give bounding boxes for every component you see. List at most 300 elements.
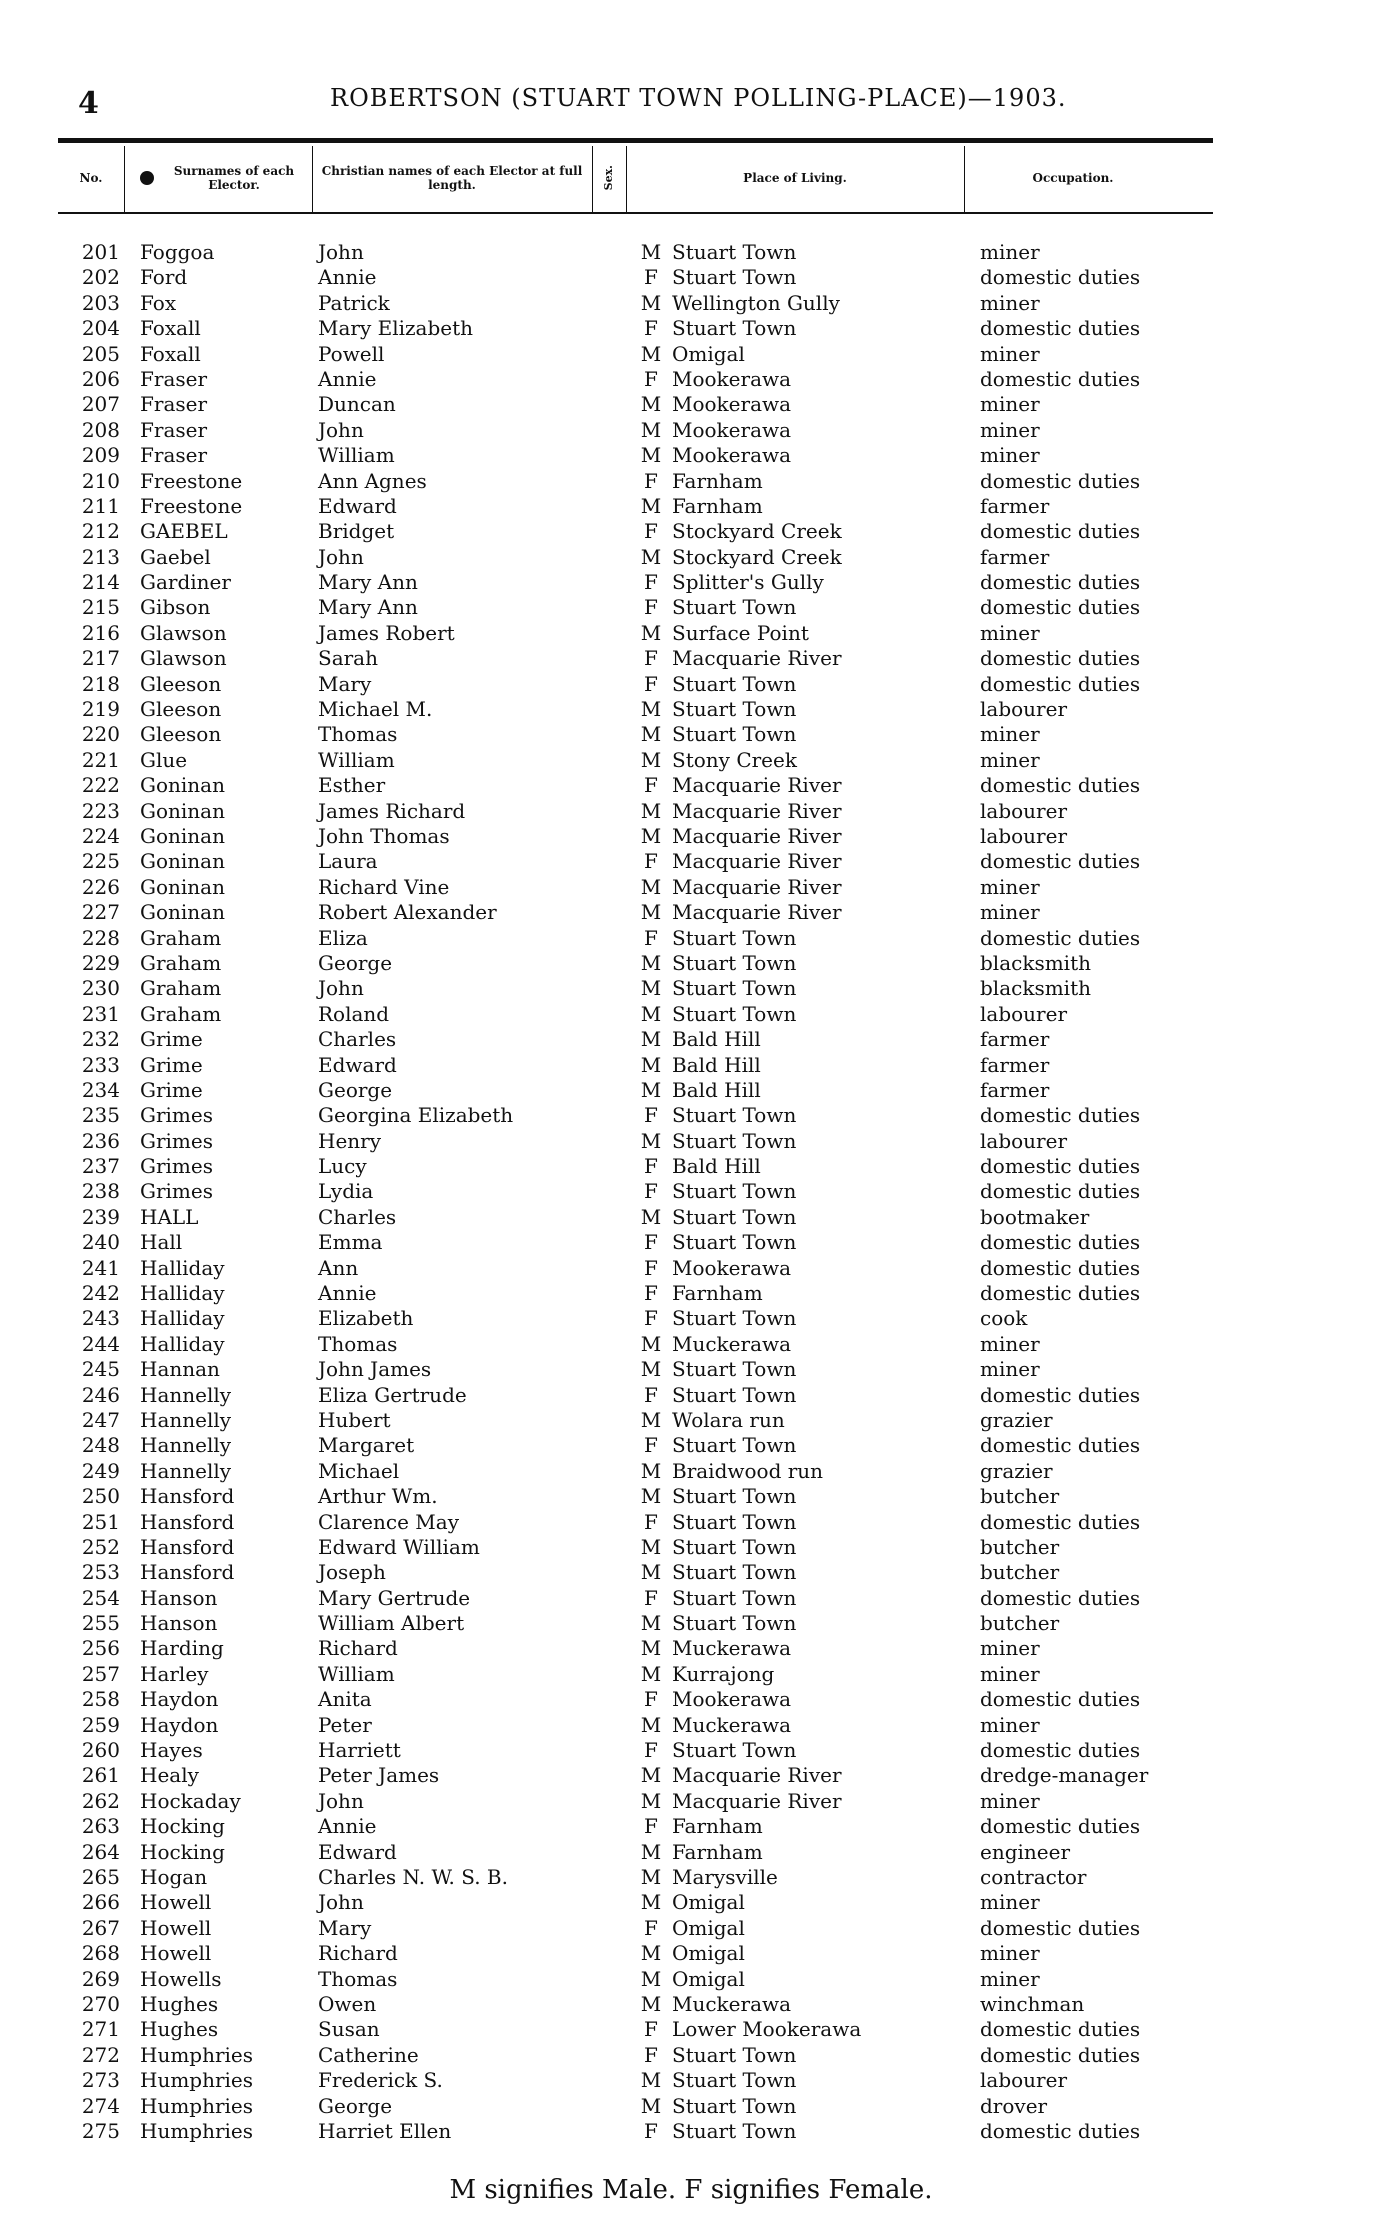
table-row bbox=[0, 240, 1382, 265]
elector-list bbox=[0, 240, 1382, 2144]
elector-occupation: contractor bbox=[980, 1865, 1087, 1889]
elector-place-of-living: Bald Hill bbox=[672, 1077, 761, 1102]
elector-occupation: grazier bbox=[980, 1407, 1053, 1432]
elector-place-of-living: Stuart Town bbox=[672, 1357, 797, 1382]
elector-occupation: domestic duties bbox=[980, 1230, 1141, 1255]
table-row bbox=[0, 697, 1382, 722]
table-row bbox=[0, 1941, 1382, 1966]
elector-sex: M bbox=[640, 1636, 662, 1661]
elector-place-of-living: Stuart Town bbox=[672, 1509, 797, 1534]
table-row bbox=[0, 1230, 1382, 1255]
elector-christian-names: Edward William bbox=[318, 1534, 480, 1559]
elector-surname: Fox bbox=[140, 290, 177, 315]
elector-place-of-living: Wolara run bbox=[672, 1407, 785, 1432]
elector-number: 264 bbox=[81, 1839, 120, 1864]
elector-place-of-living: Stuart Town bbox=[672, 1179, 797, 1204]
elector-place-of-living: Stuart Town bbox=[672, 671, 797, 696]
table-row bbox=[0, 1535, 1382, 1560]
header-rule-bottom bbox=[58, 212, 1213, 214]
elector-place-of-living: Stuart Town bbox=[672, 1204, 797, 1229]
table-row bbox=[0, 1890, 1382, 1915]
elector-number: 251 bbox=[81, 1509, 120, 1534]
elector-christian-names: Annie bbox=[318, 1814, 377, 1839]
elector-occupation: miner bbox=[980, 722, 1040, 747]
table-row bbox=[0, 595, 1382, 620]
elector-sex: M bbox=[640, 1839, 662, 1864]
elector-occupation: miner bbox=[980, 1966, 1040, 1991]
elector-christian-names: Sarah bbox=[318, 646, 378, 671]
elector-occupation: butcher bbox=[980, 1534, 1060, 1559]
elector-sex: F bbox=[644, 2017, 658, 2042]
elector-christian-names: Elizabeth bbox=[318, 1306, 414, 1331]
elector-number: 210 bbox=[81, 468, 120, 493]
column-header-sex bbox=[596, 146, 622, 210]
table-row bbox=[0, 291, 1382, 316]
elector-surname: Healy bbox=[140, 1763, 199, 1788]
elector-occupation: domestic duties bbox=[980, 570, 1141, 595]
elector-number: 273 bbox=[81, 2068, 120, 2093]
elector-number: 244 bbox=[81, 1331, 120, 1356]
elector-number: 217 bbox=[81, 646, 120, 671]
elector-place-of-living: Mookerawa bbox=[672, 392, 792, 417]
elector-surname: GAEBEL bbox=[140, 519, 228, 544]
elector-sex: M bbox=[640, 2093, 662, 2118]
elector-sex: M bbox=[640, 1865, 662, 1889]
elector-number: 216 bbox=[81, 620, 120, 645]
elector-sex: F bbox=[644, 570, 658, 595]
elector-sex: M bbox=[640, 900, 662, 925]
elector-christian-names: John bbox=[318, 1890, 364, 1915]
elector-sex: M bbox=[640, 1788, 662, 1813]
elector-surname: Humphries bbox=[140, 2093, 254, 2118]
table-row bbox=[0, 1484, 1382, 1509]
elector-place-of-living: Stuart Town bbox=[672, 697, 797, 722]
column-header-no: No. bbox=[79, 171, 103, 185]
elector-number: 232 bbox=[81, 1027, 120, 1052]
elector-surname: Grime bbox=[140, 1077, 203, 1102]
elector-sex: F bbox=[644, 2042, 658, 2067]
elector-place-of-living: Omigal bbox=[672, 1890, 745, 1915]
table-row bbox=[0, 367, 1382, 392]
elector-sex: M bbox=[640, 1941, 662, 1966]
elector-occupation: domestic duties bbox=[980, 1154, 1141, 1179]
elector-christian-names: Mary Elizabeth bbox=[318, 316, 474, 341]
elector-occupation: domestic duties bbox=[980, 1738, 1141, 1763]
column-divider bbox=[124, 146, 125, 212]
elector-number: 218 bbox=[81, 671, 120, 696]
elector-occupation: miner bbox=[980, 1636, 1040, 1661]
elector-place-of-living: Stuart Town bbox=[672, 1611, 797, 1636]
elector-place-of-living: Stuart Town bbox=[672, 925, 797, 950]
elector-christian-names: Peter James bbox=[318, 1763, 440, 1788]
elector-place-of-living: Stuart Town bbox=[672, 1560, 797, 1585]
table-row bbox=[0, 519, 1382, 544]
table-row bbox=[0, 1662, 1382, 1687]
elector-number: 213 bbox=[81, 544, 120, 569]
table-row bbox=[0, 1840, 1382, 1865]
elector-surname: Grimes bbox=[140, 1128, 213, 1153]
table-row bbox=[0, 1636, 1382, 1661]
elector-number: 203 bbox=[81, 290, 120, 315]
elector-place-of-living: Bald Hill bbox=[672, 1154, 761, 1179]
table-row bbox=[0, 900, 1382, 925]
table-row bbox=[0, 1332, 1382, 1357]
elector-occupation: miner bbox=[980, 874, 1040, 899]
page-title: ROBERTSON (STUART TOWN POLLING-PLACE)—1903. bbox=[330, 84, 1067, 112]
elector-number: 247 bbox=[81, 1407, 120, 1432]
elector-number: 212 bbox=[81, 519, 120, 544]
elector-place-of-living: Mookerawa bbox=[672, 443, 792, 468]
elector-place-of-living: Mookerawa bbox=[672, 1255, 792, 1280]
elector-place-of-living: Stuart Town bbox=[672, 1738, 797, 1763]
elector-place-of-living: Splitter's Gully bbox=[672, 570, 824, 595]
elector-surname: Gardiner bbox=[140, 570, 231, 595]
elector-surname: Fraser bbox=[140, 417, 208, 442]
elector-sex: M bbox=[640, 1458, 662, 1483]
elector-sex: M bbox=[640, 443, 662, 468]
elector-christian-names: John bbox=[318, 417, 364, 442]
elector-surname: Gaebel bbox=[140, 544, 211, 569]
elector-place-of-living: Stony Creek bbox=[672, 747, 797, 772]
table-row bbox=[0, 570, 1382, 595]
elector-occupation: engineer bbox=[980, 1839, 1071, 1864]
elector-surname: Hansford bbox=[140, 1534, 235, 1559]
elector-christian-names: William bbox=[318, 443, 395, 468]
elector-surname: Grimes bbox=[140, 1154, 213, 1179]
elector-sex: M bbox=[640, 1611, 662, 1636]
elector-sex: F bbox=[644, 265, 658, 290]
table-row bbox=[0, 265, 1382, 290]
table-row bbox=[0, 418, 1382, 443]
elector-surname: Glue bbox=[140, 747, 188, 772]
elector-number: 275 bbox=[81, 2118, 120, 2143]
elector-number: 258 bbox=[81, 1687, 120, 1712]
elector-sex: M bbox=[640, 493, 662, 518]
table-row bbox=[0, 951, 1382, 976]
elector-christian-names: Duncan bbox=[318, 392, 396, 417]
elector-sex: M bbox=[640, 1331, 662, 1356]
column-divider bbox=[592, 146, 593, 212]
elector-occupation: miner bbox=[980, 443, 1040, 468]
elector-christian-names: Lucy bbox=[318, 1154, 367, 1179]
elector-occupation: domestic duties bbox=[980, 519, 1141, 544]
elector-occupation: miner bbox=[980, 1788, 1040, 1813]
table-row bbox=[0, 469, 1382, 494]
elector-occupation: labourer bbox=[980, 798, 1068, 823]
bullet-mark bbox=[140, 171, 154, 185]
elector-sex: F bbox=[644, 1306, 658, 1331]
elector-number: 245 bbox=[81, 1357, 120, 1382]
elector-occupation: farmer bbox=[980, 1052, 1050, 1077]
elector-christian-names: William Albert bbox=[318, 1611, 465, 1636]
elector-sex: M bbox=[640, 290, 662, 315]
elector-surname: Halliday bbox=[140, 1281, 225, 1306]
elector-occupation: domestic duties bbox=[980, 595, 1141, 620]
elector-sex: M bbox=[640, 1560, 662, 1585]
elector-number: 249 bbox=[81, 1458, 120, 1483]
elector-christian-names: George bbox=[318, 2093, 393, 2118]
elector-christian-names: Mary Gertrude bbox=[318, 1585, 471, 1610]
elector-sex: F bbox=[644, 1814, 658, 1839]
elector-surname: Howell bbox=[140, 1915, 212, 1940]
elector-number: 220 bbox=[81, 722, 120, 747]
elector-christian-names: John bbox=[318, 240, 364, 264]
elector-sex: F bbox=[644, 1154, 658, 1179]
elector-surname: Harding bbox=[140, 1636, 224, 1661]
elector-occupation: winchman bbox=[980, 1991, 1085, 2016]
elector-number: 262 bbox=[81, 1788, 120, 1813]
elector-occupation: farmer bbox=[980, 493, 1050, 518]
elector-place-of-living: Muckerawa bbox=[672, 1712, 792, 1737]
elector-sex: M bbox=[640, 392, 662, 417]
elector-christian-names: John Thomas bbox=[318, 823, 450, 848]
elector-occupation: domestic duties bbox=[980, 1382, 1141, 1407]
elector-surname: Hayes bbox=[140, 1738, 203, 1763]
elector-number: 225 bbox=[81, 849, 120, 874]
elector-surname: Halliday bbox=[140, 1255, 225, 1280]
elector-christian-names: Thomas bbox=[318, 1331, 398, 1356]
elector-surname: Goninan bbox=[140, 823, 225, 848]
page-number: 4 bbox=[78, 86, 99, 121]
elector-occupation: domestic duties bbox=[980, 366, 1141, 391]
elector-number: 233 bbox=[81, 1052, 120, 1077]
elector-occupation: drover bbox=[980, 2093, 1048, 2118]
elector-surname: Hannelly bbox=[140, 1407, 232, 1432]
elector-surname: Graham bbox=[140, 925, 222, 950]
elector-place-of-living: Macquarie River bbox=[672, 1788, 842, 1813]
elector-surname: Hocking bbox=[140, 1839, 225, 1864]
elector-number: 241 bbox=[81, 1255, 120, 1280]
elector-number: 201 bbox=[81, 240, 120, 264]
elector-surname: Goninan bbox=[140, 798, 225, 823]
elector-christian-names: John bbox=[318, 1788, 364, 1813]
elector-surname: Grimes bbox=[140, 1179, 213, 1204]
elector-occupation: domestic duties bbox=[980, 773, 1141, 798]
table-row bbox=[0, 1916, 1382, 1941]
table-row bbox=[0, 722, 1382, 747]
elector-occupation: miner bbox=[980, 1357, 1040, 1382]
elector-sex: F bbox=[644, 468, 658, 493]
elector-occupation: domestic duties bbox=[980, 671, 1141, 696]
elector-surname: Hanson bbox=[140, 1611, 218, 1636]
elector-place-of-living: Stuart Town bbox=[672, 316, 797, 341]
elector-surname: Fraser bbox=[140, 443, 208, 468]
table-row bbox=[0, 1154, 1382, 1179]
elector-place-of-living: Stuart Town bbox=[672, 2042, 797, 2067]
elector-number: 272 bbox=[81, 2042, 120, 2067]
elector-number: 255 bbox=[81, 1611, 120, 1636]
elector-place-of-living: Macquarie River bbox=[672, 773, 842, 798]
elector-christian-names: Richard bbox=[318, 1941, 398, 1966]
elector-christian-names: Charles N. W. S. B. bbox=[318, 1865, 508, 1889]
elector-occupation: miner bbox=[980, 417, 1040, 442]
elector-number: 240 bbox=[81, 1230, 120, 1255]
elector-number: 222 bbox=[81, 773, 120, 798]
elector-number: 206 bbox=[81, 366, 120, 391]
elector-occupation: miner bbox=[980, 392, 1040, 417]
elector-occupation: butcher bbox=[980, 1611, 1060, 1636]
elector-surname: Howell bbox=[140, 1890, 212, 1915]
elector-christian-names: Margaret bbox=[318, 1433, 415, 1458]
table-row bbox=[0, 1814, 1382, 1839]
elector-occupation: domestic duties bbox=[980, 316, 1141, 341]
elector-place-of-living: Stockyard Creek bbox=[672, 519, 842, 544]
elector-sex: M bbox=[640, 747, 662, 772]
elector-christian-names: Mary bbox=[318, 1915, 372, 1940]
elector-place-of-living: Stockyard Creek bbox=[672, 544, 842, 569]
elector-surname: Fraser bbox=[140, 392, 208, 417]
table-row bbox=[0, 748, 1382, 773]
table-row bbox=[0, 1408, 1382, 1433]
elector-sex: M bbox=[640, 620, 662, 645]
elector-sex: M bbox=[640, 697, 662, 722]
elector-sex: F bbox=[644, 646, 658, 671]
elector-sex: F bbox=[644, 1179, 658, 1204]
elector-place-of-living: Mookerawa bbox=[672, 1687, 792, 1712]
elector-christian-names: Ann Agnes bbox=[318, 468, 427, 493]
elector-christian-names: Thomas bbox=[318, 1966, 398, 1991]
elector-sex: M bbox=[640, 1128, 662, 1153]
elector-occupation: labourer bbox=[980, 2068, 1068, 2093]
elector-christian-names: Owen bbox=[318, 1991, 377, 2016]
elector-place-of-living: Marysville bbox=[672, 1865, 778, 1889]
elector-surname: Grime bbox=[140, 1027, 203, 1052]
elector-number: 252 bbox=[81, 1534, 120, 1559]
elector-sex: F bbox=[644, 849, 658, 874]
elector-surname: Hughes bbox=[140, 1991, 219, 2016]
elector-occupation: miner bbox=[980, 341, 1040, 366]
table-row bbox=[0, 1027, 1382, 1052]
elector-christian-names: Henry bbox=[318, 1128, 382, 1153]
elector-occupation: labourer bbox=[980, 1128, 1068, 1153]
table-row bbox=[0, 875, 1382, 900]
elector-sex: F bbox=[644, 2118, 658, 2143]
elector-number: 236 bbox=[81, 1128, 120, 1153]
elector-number: 238 bbox=[81, 1179, 120, 1204]
elector-number: 209 bbox=[81, 443, 120, 468]
elector-sex: M bbox=[640, 1001, 662, 1026]
elector-occupation: domestic duties bbox=[980, 265, 1141, 290]
elector-occupation: miner bbox=[980, 1712, 1040, 1737]
elector-number: 205 bbox=[81, 341, 120, 366]
elector-christian-names: Patrick bbox=[318, 290, 390, 315]
elector-number: 227 bbox=[81, 900, 120, 925]
elector-christian-names: Catherine bbox=[318, 2042, 419, 2067]
elector-occupation: domestic duties bbox=[980, 1915, 1141, 1940]
elector-christian-names: Eliza bbox=[318, 925, 368, 950]
elector-surname: Grime bbox=[140, 1052, 203, 1077]
elector-surname: Freestone bbox=[140, 493, 243, 518]
elector-christian-names: Esther bbox=[318, 773, 386, 798]
elector-sex: M bbox=[640, 341, 662, 366]
elector-occupation: miner bbox=[980, 290, 1040, 315]
table-row bbox=[0, 1611, 1382, 1636]
elector-sex: F bbox=[644, 595, 658, 620]
elector-christian-names: James Richard bbox=[318, 798, 466, 823]
elector-christian-names: Charles bbox=[318, 1204, 397, 1229]
elector-number: 239 bbox=[81, 1204, 120, 1229]
elector-number: 253 bbox=[81, 1560, 120, 1585]
elector-number: 211 bbox=[81, 493, 120, 518]
elector-sex: M bbox=[640, 874, 662, 899]
elector-occupation: domestic duties bbox=[980, 925, 1141, 950]
elector-number: 234 bbox=[81, 1077, 120, 1102]
elector-surname: Gleeson bbox=[140, 722, 222, 747]
elector-sex: F bbox=[644, 316, 658, 341]
elector-number: 219 bbox=[81, 697, 120, 722]
elector-christian-names: Annie bbox=[318, 265, 377, 290]
elector-place-of-living: Farnham bbox=[672, 493, 763, 518]
elector-occupation: bootmaker bbox=[980, 1204, 1090, 1229]
elector-number: 270 bbox=[81, 1991, 120, 2016]
column-header-place: Place of Living. bbox=[743, 171, 847, 185]
elector-sex: M bbox=[640, 1484, 662, 1509]
elector-christian-names: Michael M. bbox=[318, 697, 433, 722]
elector-christian-names: Joseph bbox=[318, 1560, 386, 1585]
elector-occupation: farmer bbox=[980, 1077, 1050, 1102]
elector-surname: Hughes bbox=[140, 2017, 219, 2042]
elector-place-of-living: Stuart Town bbox=[672, 1484, 797, 1509]
elector-surname: Hannelly bbox=[140, 1433, 232, 1458]
elector-occupation: domestic duties bbox=[980, 1585, 1141, 1610]
elector-occupation: domestic duties bbox=[980, 849, 1141, 874]
elector-place-of-living: Stuart Town bbox=[672, 976, 797, 1001]
table-row bbox=[0, 1357, 1382, 1382]
elector-sex: F bbox=[644, 1585, 658, 1610]
table-row bbox=[0, 1687, 1382, 1712]
elector-number: 259 bbox=[81, 1712, 120, 1737]
elector-number: 237 bbox=[81, 1154, 120, 1179]
elector-place-of-living: Stuart Town bbox=[672, 595, 797, 620]
elector-christian-names: Hubert bbox=[318, 1407, 391, 1432]
elector-place-of-living: Stuart Town bbox=[672, 1382, 797, 1407]
table-row bbox=[0, 1383, 1382, 1408]
elector-surname: Haydon bbox=[140, 1712, 219, 1737]
elector-sex: M bbox=[640, 1407, 662, 1432]
elector-sex: F bbox=[644, 1103, 658, 1128]
elector-surname: Gleeson bbox=[140, 697, 222, 722]
elector-place-of-living: Stuart Town bbox=[672, 1230, 797, 1255]
table-row bbox=[0, 2094, 1382, 2119]
elector-occupation: miner bbox=[980, 900, 1040, 925]
elector-christian-names: James Robert bbox=[318, 620, 455, 645]
elector-number: 228 bbox=[81, 925, 120, 950]
table-row bbox=[0, 2043, 1382, 2068]
elector-place-of-living: Stuart Town bbox=[672, 240, 797, 264]
elector-number: 266 bbox=[81, 1890, 120, 1915]
elector-sex: F bbox=[644, 366, 658, 391]
elector-christian-names: John bbox=[318, 976, 364, 1001]
elector-christian-names: Edward bbox=[318, 493, 397, 518]
elector-number: 235 bbox=[81, 1103, 120, 1128]
table-row bbox=[0, 494, 1382, 519]
elector-surname: Halliday bbox=[140, 1331, 225, 1356]
elector-occupation: domestic duties bbox=[980, 646, 1141, 671]
elector-place-of-living: Mookerawa bbox=[672, 366, 792, 391]
elector-surname: Foxall bbox=[140, 341, 201, 366]
table-row bbox=[0, 646, 1382, 671]
elector-surname: Grimes bbox=[140, 1103, 213, 1128]
column-header-occupation: Occupation. bbox=[1032, 171, 1114, 185]
elector-christian-names: Harriet Ellen bbox=[318, 2118, 452, 2143]
elector-surname: Ford bbox=[140, 265, 188, 290]
elector-sex: M bbox=[640, 950, 662, 975]
elector-sex: F bbox=[644, 1433, 658, 1458]
elector-number: 215 bbox=[81, 595, 120, 620]
elector-occupation: miner bbox=[980, 747, 1040, 772]
elector-sex: M bbox=[640, 722, 662, 747]
elector-number: 265 bbox=[81, 1865, 120, 1889]
